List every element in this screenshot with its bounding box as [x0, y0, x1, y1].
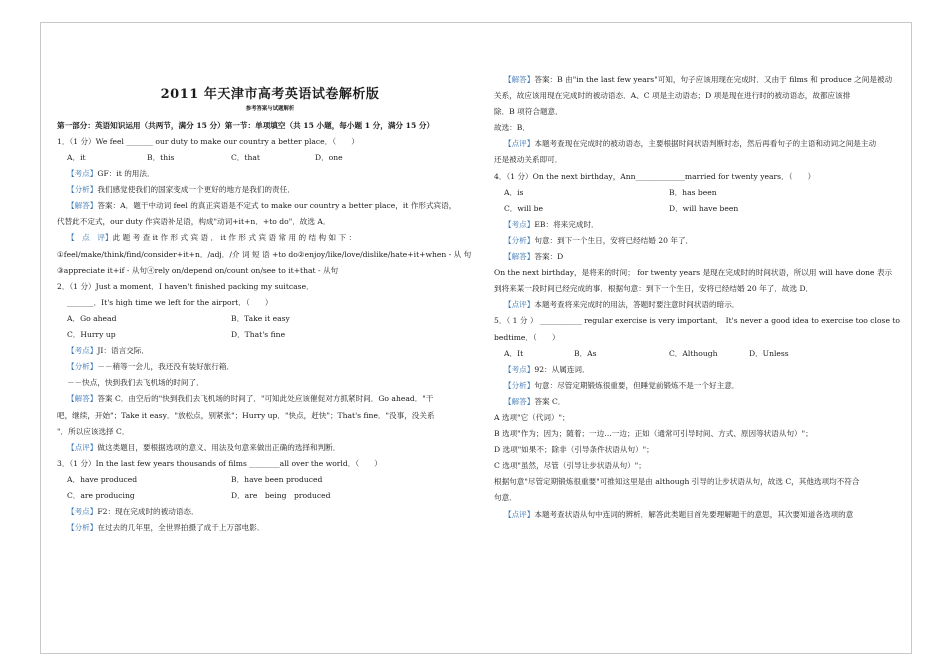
question-stem: 2．（1 分）Just a moment．I haven't finished packing my suitcase． — [57, 281, 314, 291]
question-stem: 4．（1 分）On the next birthday，Ann_____________married for twenty years．（ ） — [494, 171, 816, 181]
kaodian-tag: 【考点】 — [504, 219, 535, 229]
kaodian-tag: 【考点】 — [67, 507, 98, 517]
jieda-line-cont: 代替此不定式，our duty 作宾语补足语，构成"动词+it+n．+to do"．故选 A． — [57, 217, 331, 227]
kaodian-tag: 【考点】 — [67, 169, 98, 179]
fenxi-line: 【分析】在过去的几年里，全世界拍摄了成千上万部电影． — [67, 523, 265, 533]
dianping-tag: 【点评】 — [504, 509, 535, 519]
dianping-tag: 【 点 评】 — [67, 233, 113, 243]
dianping-line: 【点评】本题考查现在完成时的被动语态，主要根据时间状语判断时态，然后再看句子的主语和动词之间是主动 — [504, 139, 877, 149]
dianping-line: 【点评】本题考查将来完成时的用法，答题时要注意时间状语的暗示． — [504, 300, 740, 310]
option-b: B．Take it easy — [231, 313, 290, 323]
body-line: 句意． — [494, 493, 517, 503]
dianping-tag: 【点评】 — [67, 442, 98, 452]
fenxi-tag: 【分析】 — [67, 185, 98, 195]
kaodian-line: 【考点】EB：将来完成时． — [504, 219, 599, 229]
section-heading: 第一部分：英语知识运用（共两节，满分 15 分）第一节：单项填空（共 15 小题，每小题 1 分，满分 15 分） — [57, 121, 435, 130]
jieda-line: 【解答】答案：A．题干中动词 feel 的真正宾语是不定式 to make our country a better place，it 作形式宾语， — [67, 201, 457, 211]
body-line: 根据句意"尽管定期锻炼很重要"可推知这里是由 although 引导的让步状语从句，故选 C，其他选项均不符合 — [494, 477, 860, 487]
jieda-tag: 【解答】 — [504, 252, 535, 262]
fenxi-tag: 【分析】 — [67, 523, 98, 533]
option-c: C．will be — [504, 203, 543, 213]
question-3-answer — [494, 74, 900, 167]
option-c: C．that — [231, 153, 260, 162]
dianping-line: 【点评】做这类题目，要根据选项的意义、用法及句意来做出正确的选择和判断． — [67, 442, 341, 452]
option-explanation-b: B 选项"作为；因为；随着；一边…一边；正如（通常可引导时间、方式、原因等状语从句）"； — [494, 429, 813, 439]
jieda-tag: 【解答】 — [67, 201, 98, 211]
question-2 — [57, 281, 475, 455]
option-explanation-c: C 选项"虽然，尽管（引导让步状语从句）"； — [494, 461, 646, 471]
option-explanation-a: A 选项"它（代词）"； — [494, 412, 570, 422]
jieda-line-cont: 故选：B． — [494, 123, 530, 133]
jieda-line: 【解答】答案 C． — [504, 396, 566, 406]
option-a: A．have produced — [67, 474, 138, 484]
fenxi-line: 【分析】句意：到下一个生日，安将已经结婚 20 年了． — [504, 235, 694, 245]
option-d: D．Unless — [749, 348, 789, 358]
kaodian-tag: 【考点】 — [67, 346, 98, 356]
option-b: B．As — [574, 348, 597, 358]
dianping-tag: 【点评】 — [504, 139, 535, 149]
jieda-line-cont: 吧，继续，开始"；Take it easy．"放松点，别紧张"；Hurry up．"快点，赶快"；That's fine．"没事，没关系 — [57, 410, 435, 420]
option-d: D．one — [315, 153, 343, 162]
left-column — [57, 120, 475, 538]
option-a: A．Go ahead — [67, 313, 117, 323]
fenxi-tag: 【分析】 — [504, 380, 535, 390]
kaodian-tag: 【考点】 — [504, 364, 535, 374]
dianping-line-cont: ③appreciate it+if - 从句④rely on/depend on/count on/see to it+that - 从句 — [57, 265, 339, 275]
fenxi-tag: 【分析】 — [67, 362, 98, 372]
option-d: D．are being produced — [231, 490, 331, 500]
option-a: A．is — [504, 187, 524, 197]
option-d: D．That's fine — [231, 330, 286, 340]
option-c: C．are producing — [67, 490, 135, 500]
right-column — [494, 74, 900, 525]
question-3 — [57, 458, 475, 535]
option-a: A．it — [67, 153, 86, 162]
jieda-line-cont: 关系，故应该用现在完成时的被动语态．A、C 项是主动语态；D 项是现在进行时的被动语态，故都应该排 — [494, 91, 851, 101]
jieda-line: 【解答】答案 C．由空后的"快到我们去飞机场的时间了．"可知此处应该催促对方抓紧时间．Go ahead．"干 — [67, 394, 434, 404]
question-options — [494, 187, 900, 200]
jieda-line-cont: 除．B 项符合题意． — [494, 107, 563, 117]
option-explanation-d: D 选项"如果不；除非（引导条件状语从句）"； — [494, 445, 654, 455]
page-subtitle: 参考答案与试题解析 — [245, 106, 295, 112]
fenxi-line: 【分析】－－稍等一会儿，我还没有装好旅行箱． — [67, 362, 235, 372]
jieda-line: 【解答】答案：B 由"in the last few years"可知，句子应该用现在完成时．又由于 films 和 produce 之间是被动 — [504, 75, 893, 84]
question-stem: 5．（ 1 分 ） ___________ regular exercise is very important． It's never a good idea to exercise too close to — [494, 316, 900, 326]
question-options — [57, 152, 475, 165]
fenxi-line-cont: －－快点，快到我们去飞机场的时间了． — [67, 378, 204, 388]
fenxi-line: 【分析】我们感觉使我们的国家变成一个更好的地方是我们的责任． — [67, 185, 295, 195]
jieda-tag: 【解答】 — [504, 396, 535, 406]
kaodian-line: 【考点】92：从属连词． — [504, 364, 590, 374]
question-stem: 3．（1 分）In the last few years thousands of films ________all over the world．（ ） — [57, 458, 382, 468]
option-b: B．has been — [669, 187, 717, 197]
question-options — [57, 313, 475, 326]
question-stem-cont: bedtime．（ ） — [494, 332, 560, 342]
kaodian-line: 【考点】F2：现在完成时的被动语态． — [67, 507, 199, 517]
kaodian-line: 【考点】JI：语言交际． — [67, 346, 149, 356]
option-d: D．will have been — [669, 203, 739, 213]
body-line: On the next birthday，是将来的时间； for twenty years 是现在完成时的时间状语，所以用 will have done 表示 — [494, 268, 893, 278]
option-c: C．Although — [669, 348, 718, 358]
question-options — [494, 203, 900, 216]
jieda-line-cont: "．所以应该选择 C． — [57, 426, 130, 436]
question-1 — [57, 136, 475, 278]
question-options — [57, 329, 475, 342]
option-a: A．It — [504, 348, 524, 358]
jieda-line: 【解答】答案：D — [504, 252, 564, 262]
question-options — [57, 490, 475, 503]
question-5 — [494, 315, 900, 521]
dianping-line: 【 点 评】此 题 考 查 it 作 形 式 宾 语 ． it 作 形 式 宾 语 常 用 的 结 构 如 下 ： — [67, 233, 357, 243]
dianping-tag: 【点评】 — [504, 300, 535, 310]
dianping-line-cont: ①feel/make/think/find/consider+it+n．/adj．/介 词 短 语 +to do②enjoy/like/love/dislike/hate+it+when - 从 句 — [57, 249, 472, 259]
fenxi-line: 【分析】句意：尽管定期锻炼很重要，但睡觉前锻炼不是一个好主意． — [504, 380, 740, 390]
fenxi-tag: 【分析】 — [504, 235, 535, 245]
jieda-tag: 【解答】 — [67, 394, 98, 404]
option-c: C．Hurry up — [67, 330, 116, 340]
dianping-line-cont: 还是被动关系即可． — [494, 155, 563, 165]
dianping-line: 【点评】本题考查状语从句中连词的辨析．解答此类题目首先要理解题干的意思，其次要知道各选项的意 — [504, 509, 854, 519]
jieda-tag: 【解答】 — [504, 75, 535, 84]
question-stem: 1．（1 分）We feel _______ our duty to make our country a better place．（ ） — [57, 136, 359, 146]
question-4 — [494, 171, 900, 313]
question-stem-cont: _______．It's high time we left for the airport．（ ） — [67, 297, 273, 307]
option-b: B．have been produced — [231, 474, 323, 484]
document-page — [40, 22, 912, 654]
question-options — [57, 474, 475, 487]
option-b: B．this — [147, 153, 175, 162]
kaodian-line: 【考点】GF：it 的用法． — [67, 169, 155, 179]
body-line: 到将来某一段时间已经完成的事．根据句意：到下一个生日，安将已经结婚 20 年了．故选 D． — [494, 284, 814, 294]
page-title: 2011 年天津市高考英语试卷解析版 — [160, 87, 380, 102]
question-options — [494, 348, 900, 361]
